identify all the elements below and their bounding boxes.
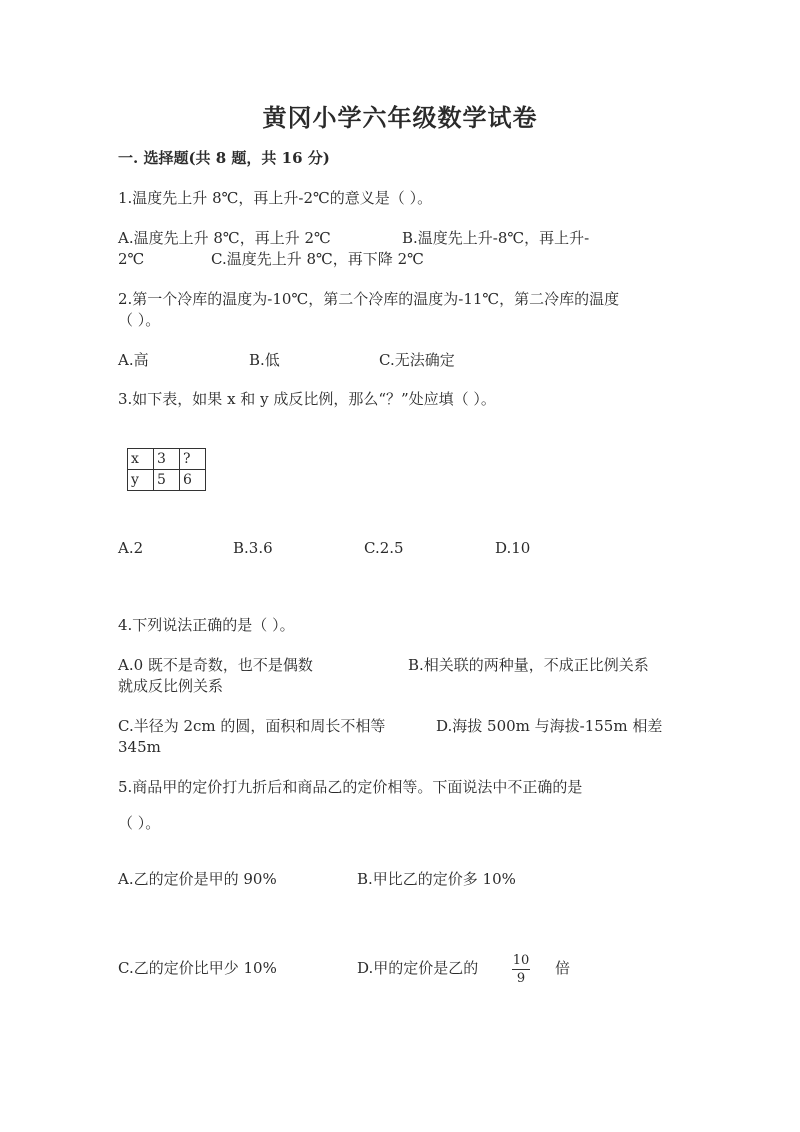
table-cell: 3 xyxy=(154,449,180,470)
question-2-option-c: C.无法确定 xyxy=(379,351,455,369)
question-4-option-c: C.半径为 2cm 的圆，面积和周长不相等 xyxy=(118,717,386,735)
table-cell: x xyxy=(128,449,154,470)
table-row xyxy=(128,449,206,470)
question-4-option-b: B.相关联的两种量，不成正比例关系 xyxy=(408,656,649,674)
question-1-option-b-continued: 2℃ xyxy=(118,250,145,268)
table-cell: 5 xyxy=(154,470,180,491)
fraction-denominator: 9 xyxy=(516,971,526,986)
table-cell: 6 xyxy=(180,470,206,491)
page-title: 黄冈小学六年级数学试卷 xyxy=(262,103,538,132)
question-4-option-a: A.0 既不是奇数，也不是偶数 xyxy=(118,656,313,674)
question-2-stem: 2.第一个冷库的温度为-10℃，第二个冷库的温度为-11℃，第二冷库的温度 xyxy=(118,290,620,308)
xy-table xyxy=(127,448,206,491)
question-1-option-a: A.温度先上升 8℃，再上升 2℃ xyxy=(118,229,331,247)
question-4-option-d: D.海拔 500m 与海拔-155m 相差 xyxy=(436,717,663,735)
table-cell: y xyxy=(128,470,154,491)
question-5-option-b: B.甲比乙的定价多 10% xyxy=(357,870,516,888)
fraction-numerator: 10 xyxy=(512,953,530,968)
question-1-option-c: C.温度先上升 8℃，再下降 2℃ xyxy=(211,250,424,268)
question-4-stem: 4.下列说法正确的是（ ）。 xyxy=(118,616,295,634)
fraction-bar xyxy=(512,969,530,970)
table-cell: ? xyxy=(180,449,206,470)
question-4-option-d-continued: 345m xyxy=(118,738,161,756)
question-3-option-c: C.2.5 xyxy=(364,539,404,557)
question-1-option-b: B.温度先上升-8℃，再上升- xyxy=(402,229,590,247)
question-5-stem-continued: （ ）。 xyxy=(118,814,161,832)
fraction xyxy=(512,953,530,986)
question-5-option-d-tail: 倍 xyxy=(555,959,571,977)
question-3-stem: 3.如下表，如果 x 和 y 成反比例，那么“？”处应填（ ）。 xyxy=(118,390,496,408)
table-row xyxy=(128,470,206,491)
question-5-stem: 5.商品甲的定价打九折后和商品乙的定价相等。下面说法中不正确的是 xyxy=(118,778,583,796)
question-5-option-d: D.甲的定价是乙的 xyxy=(357,959,479,977)
question-2-option-a: A.高 xyxy=(118,351,149,369)
section-heading: 一. 选择题(共 8 题，共 16 分) xyxy=(118,149,330,167)
question-3-option-b: B.3.6 xyxy=(233,539,273,557)
question-3-option-d: D.10 xyxy=(495,539,531,557)
question-2-option-b: B.低 xyxy=(249,351,280,369)
question-4-option-b-continued: 就成反比例关系 xyxy=(118,677,224,695)
question-5-option-a: A.乙的定价是甲的 90% xyxy=(118,870,277,888)
question-1-stem: 1.温度先上升 8℃，再上升-2℃的意义是（ ）。 xyxy=(118,189,433,207)
question-5-option-c: C.乙的定价比甲少 10% xyxy=(118,959,277,977)
question-2-stem-continued: （ ）。 xyxy=(118,311,161,329)
question-3-option-a: A.2 xyxy=(118,539,144,557)
